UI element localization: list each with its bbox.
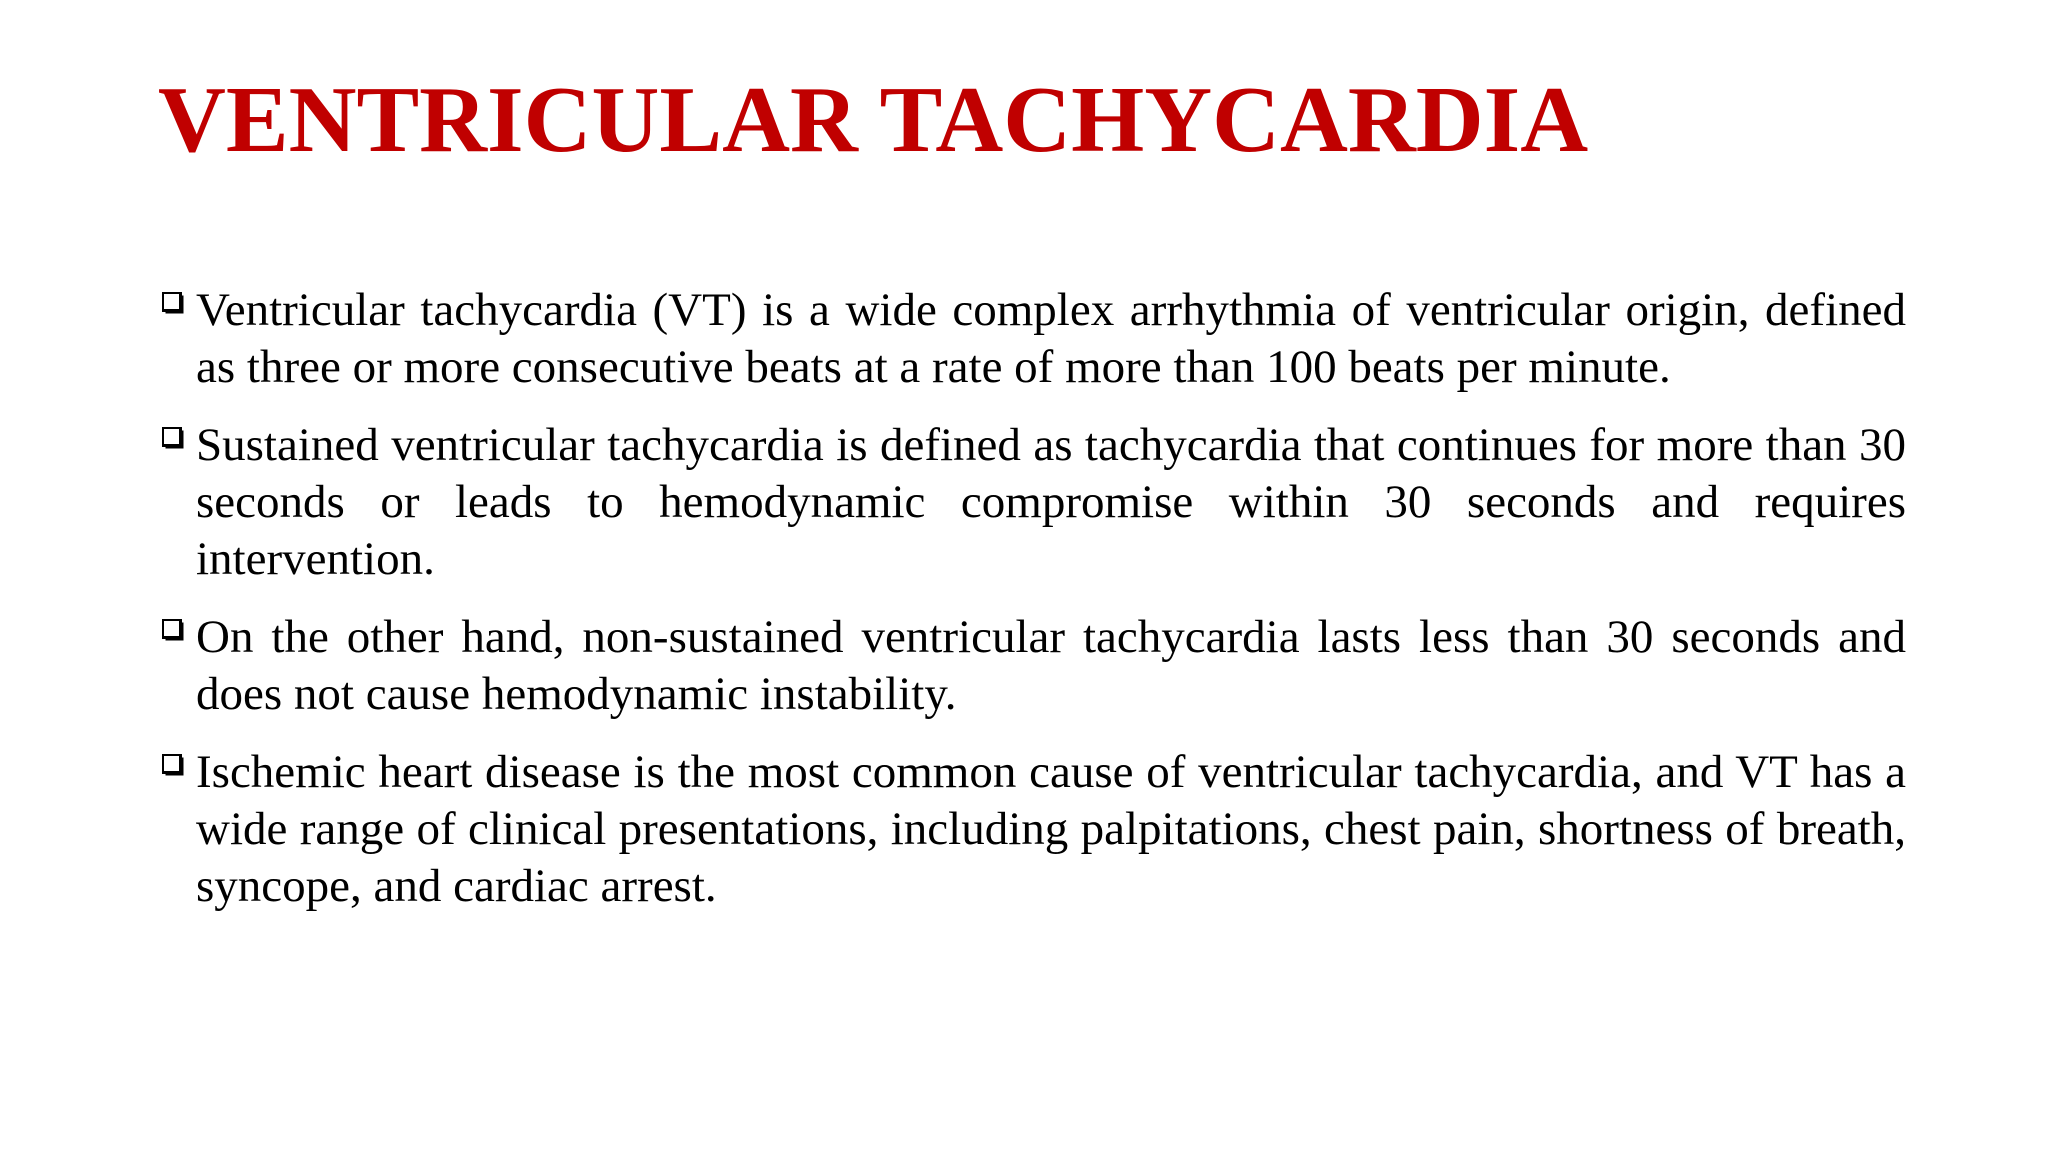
square-bullet-icon [162, 292, 186, 316]
bullet-item [158, 417, 1906, 588]
bullet-text: On the other hand, non-sustained ventricular tachycardia lasts less than 30 seconds and does not cause hemodynamic instability. [196, 611, 1906, 720]
bullet-text: Ischemic heart disease is the most common cause of ventricular tachycardia, and VT has a wide range of clinical presentations, including palpitations, chest pain, shortness of breath, syncope, and cardiac arrest. [196, 746, 1906, 912]
bullet-item [158, 282, 1906, 396]
square-bullet-icon [162, 619, 186, 643]
bullet-item [158, 609, 1906, 723]
slide-title: VENTRICULAR TACHYCARDIA [158, 68, 1589, 172]
bullet-text: Ventricular tachycardia (VT) is a wide complex arrhythmia of ventricular origin, defined as three or more consecutive beats at a rate of more than 100 beats per minute. [196, 284, 1906, 393]
bullet-text: Sustained ventricular tachycardia is defined as tachycardia that continues for more than 30 seconds or leads to hemodynamic compromise within 30 seconds and requires intervention. [196, 419, 1906, 585]
square-bullet-icon [162, 427, 186, 451]
bullet-list [158, 282, 1906, 936]
square-bullet-icon [162, 754, 186, 778]
bullet-item [158, 744, 1906, 915]
